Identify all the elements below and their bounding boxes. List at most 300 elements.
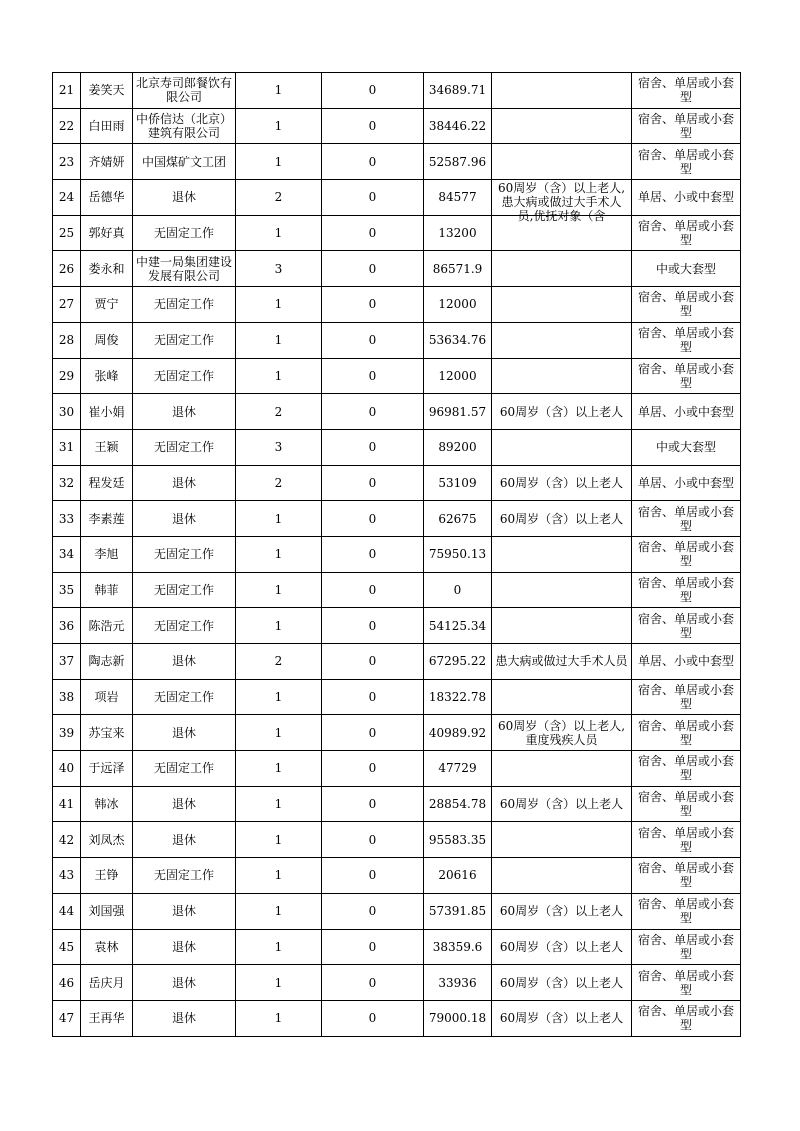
row-number-text: 30 bbox=[58, 404, 75, 419]
housing-type-cell bbox=[632, 73, 741, 109]
table-row bbox=[53, 786, 741, 822]
housing-type-cell bbox=[632, 536, 741, 572]
applicant-name bbox=[81, 644, 133, 680]
zero-cell bbox=[322, 394, 424, 430]
zero-cell-text: 0 bbox=[368, 154, 377, 169]
income-cell bbox=[424, 608, 492, 644]
household-members-text: 1 bbox=[274, 547, 283, 562]
zero-cell-text: 0 bbox=[368, 904, 377, 919]
housing-type-cell-text: 宿舍、单居或小套型 bbox=[637, 1004, 734, 1033]
employer-cell-text: 退休 bbox=[171, 190, 196, 205]
row-number-text: 40 bbox=[58, 761, 75, 776]
household-members bbox=[236, 786, 322, 822]
applicant-name bbox=[81, 858, 133, 894]
household-members-text: 3 bbox=[274, 440, 283, 455]
table-row bbox=[53, 1000, 741, 1036]
employer-cell-text: 退休 bbox=[171, 654, 196, 669]
household-members bbox=[236, 108, 322, 144]
row-number-text: 38 bbox=[58, 690, 75, 705]
income-cell-text: 67295.22 bbox=[428, 654, 487, 669]
housing-type-cell-text: 宿舍、单居或小套型 bbox=[637, 575, 734, 604]
applicant-name bbox=[81, 180, 133, 216]
row-number-text: 25 bbox=[58, 226, 75, 241]
household-members-text: 1 bbox=[274, 154, 283, 169]
applicant-name-text: 白田雨 bbox=[88, 119, 125, 134]
row-number-text: 36 bbox=[58, 618, 75, 633]
income-cell bbox=[424, 287, 492, 323]
household-members-text: 1 bbox=[274, 511, 283, 526]
row-number bbox=[53, 429, 81, 465]
special-category-cell bbox=[492, 108, 632, 144]
employer-cell-text: 中侨信达（北京）建筑有限公司 bbox=[135, 112, 232, 141]
table-row bbox=[53, 644, 741, 680]
income-cell-text: 34689.71 bbox=[428, 83, 487, 98]
employer-cell-text: 无固定工作 bbox=[153, 333, 214, 348]
zero-cell-text: 0 bbox=[368, 975, 377, 990]
income-cell-text: 52587.96 bbox=[428, 154, 487, 169]
applicant-name-text: 于远泽 bbox=[88, 761, 125, 776]
special-category-cell bbox=[492, 501, 632, 537]
applicant-name bbox=[81, 287, 133, 323]
special-category-cell bbox=[492, 394, 632, 430]
row-number bbox=[53, 108, 81, 144]
zero-cell-text: 0 bbox=[368, 368, 377, 383]
zero-cell-text: 0 bbox=[368, 404, 377, 419]
row-number bbox=[53, 394, 81, 430]
table-row bbox=[53, 679, 741, 715]
income-cell bbox=[424, 215, 492, 251]
special-category-cell bbox=[492, 1000, 632, 1036]
employer-cell bbox=[133, 1000, 236, 1036]
applicant-name bbox=[81, 429, 133, 465]
table-row bbox=[53, 429, 741, 465]
housing-type-cell bbox=[632, 429, 741, 465]
employer-cell bbox=[133, 965, 236, 1001]
income-cell-text: 84577 bbox=[438, 190, 477, 205]
household-members-text: 1 bbox=[274, 119, 283, 134]
table-row bbox=[53, 501, 741, 537]
applicant-name-text: 袁林 bbox=[94, 939, 119, 954]
household-members bbox=[236, 287, 322, 323]
applicant-name-text: 王再华 bbox=[88, 1011, 125, 1026]
household-members bbox=[236, 822, 322, 858]
employer-cell-text: 无固定工作 bbox=[153, 226, 214, 241]
income-cell bbox=[424, 751, 492, 787]
household-members-text: 1 bbox=[274, 939, 283, 954]
employer-cell-text: 退休 bbox=[171, 975, 196, 990]
employer-cell bbox=[133, 215, 236, 251]
income-cell bbox=[424, 572, 492, 608]
zero-cell-text: 0 bbox=[368, 618, 377, 633]
special-category-cell-text: 患大病或做过大手术人员 bbox=[495, 654, 628, 669]
row-number-text: 34 bbox=[58, 547, 75, 562]
employer-cell bbox=[133, 929, 236, 965]
row-number bbox=[53, 858, 81, 894]
zero-cell-text: 0 bbox=[368, 119, 377, 134]
employer-cell-text: 中建一局集团建设发展有限公司 bbox=[135, 254, 232, 283]
row-number-text: 41 bbox=[58, 797, 75, 812]
applicant-name-text: 岳庆月 bbox=[88, 975, 125, 990]
household-members-text: 1 bbox=[274, 83, 283, 98]
household-members-text: 1 bbox=[274, 690, 283, 705]
income-cell bbox=[424, 394, 492, 430]
housing-type-cell bbox=[632, 715, 741, 751]
applicant-name-text: 张峰 bbox=[94, 368, 119, 383]
employer-cell-text: 无固定工作 bbox=[153, 618, 214, 633]
housing-type-cell-text: 单居、小或中套型 bbox=[637, 404, 734, 419]
housing-type-cell-text: 宿舍、单居或小套型 bbox=[637, 112, 734, 141]
zero-cell bbox=[322, 644, 424, 680]
employer-cell-text: 退休 bbox=[171, 1011, 196, 1026]
applicant-name bbox=[81, 679, 133, 715]
row-number bbox=[53, 536, 81, 572]
employer-cell-text: 北京寿司郎餐饮有限公司 bbox=[135, 76, 232, 105]
household-members-text: 1 bbox=[274, 725, 283, 740]
income-cell-text: 53109 bbox=[438, 475, 477, 490]
applicant-name bbox=[81, 715, 133, 751]
zero-cell bbox=[322, 786, 424, 822]
household-members-text: 2 bbox=[274, 404, 283, 419]
housing-type-cell-text: 宿舍、单居或小套型 bbox=[637, 611, 734, 640]
zero-cell bbox=[322, 965, 424, 1001]
housing-type-cell bbox=[632, 786, 741, 822]
income-cell bbox=[424, 501, 492, 537]
income-cell-text: 12000 bbox=[438, 368, 477, 383]
zero-cell-text: 0 bbox=[368, 475, 377, 490]
row-number-text: 44 bbox=[58, 904, 75, 919]
housing-type-cell bbox=[632, 287, 741, 323]
employer-cell-text: 无固定工作 bbox=[153, 297, 214, 312]
applicant-name-text: 贾宁 bbox=[94, 297, 119, 312]
housing-type-cell bbox=[632, 679, 741, 715]
zero-cell bbox=[322, 929, 424, 965]
zero-cell-text: 0 bbox=[368, 725, 377, 740]
row-number-text: 42 bbox=[58, 832, 75, 847]
household-members bbox=[236, 73, 322, 109]
housing-type-cell bbox=[632, 358, 741, 394]
applicant-name bbox=[81, 751, 133, 787]
applicant-table bbox=[52, 72, 741, 1037]
row-number bbox=[53, 822, 81, 858]
housing-type-cell bbox=[632, 322, 741, 358]
row-number bbox=[53, 786, 81, 822]
income-cell-text: 75950.13 bbox=[428, 547, 487, 562]
row-number-text: 28 bbox=[58, 333, 75, 348]
household-members bbox=[236, 751, 322, 787]
income-cell-text: 18322.78 bbox=[428, 690, 487, 705]
applicant-name-text: 陈浩元 bbox=[88, 618, 125, 633]
income-cell bbox=[424, 108, 492, 144]
employer-cell bbox=[133, 679, 236, 715]
applicant-name-text: 苏宝来 bbox=[88, 725, 125, 740]
special-category-cell bbox=[492, 751, 632, 787]
row-number bbox=[53, 180, 81, 216]
household-members bbox=[236, 715, 322, 751]
row-number bbox=[53, 644, 81, 680]
household-members bbox=[236, 144, 322, 180]
special-category-cell bbox=[492, 572, 632, 608]
row-number bbox=[53, 358, 81, 394]
household-members-text: 1 bbox=[274, 368, 283, 383]
income-cell bbox=[424, 965, 492, 1001]
zero-cell-text: 0 bbox=[368, 261, 377, 276]
household-members bbox=[236, 965, 322, 1001]
applicant-name-text: 周俊 bbox=[94, 333, 119, 348]
table-row bbox=[53, 465, 741, 501]
applicant-name bbox=[81, 965, 133, 1001]
row-number bbox=[53, 715, 81, 751]
income-cell bbox=[424, 429, 492, 465]
row-number-text: 29 bbox=[58, 368, 75, 383]
special-category-cell bbox=[492, 144, 632, 180]
household-members bbox=[236, 465, 322, 501]
table-row bbox=[53, 715, 741, 751]
row-number bbox=[53, 929, 81, 965]
housing-type-cell-text: 宿舍、单居或小套型 bbox=[637, 326, 734, 355]
applicant-name bbox=[81, 144, 133, 180]
housing-type-cell bbox=[632, 858, 741, 894]
income-cell bbox=[424, 858, 492, 894]
applicant-name-text: 郭好真 bbox=[88, 226, 125, 241]
household-members-text: 2 bbox=[274, 190, 283, 205]
applicant-name-text: 姜笑天 bbox=[88, 83, 125, 98]
special-category-cell bbox=[492, 679, 632, 715]
applicant-name-text: 刘国强 bbox=[88, 904, 125, 919]
housing-type-cell bbox=[632, 394, 741, 430]
row-number-text: 45 bbox=[58, 939, 75, 954]
special-category-cell bbox=[492, 786, 632, 822]
income-cell bbox=[424, 822, 492, 858]
housing-type-cell bbox=[632, 929, 741, 965]
table-row bbox=[53, 215, 741, 251]
income-cell bbox=[424, 251, 492, 287]
zero-cell bbox=[322, 858, 424, 894]
row-number-text: 21 bbox=[58, 83, 75, 98]
applicant-name-text: 刘凤杰 bbox=[88, 832, 125, 847]
household-members-text: 1 bbox=[274, 832, 283, 847]
income-cell-text: 20616 bbox=[438, 868, 477, 883]
applicant-name bbox=[81, 786, 133, 822]
income-cell bbox=[424, 73, 492, 109]
special-category-cell bbox=[492, 965, 632, 1001]
row-number bbox=[53, 465, 81, 501]
income-cell-text: 62675 bbox=[438, 511, 477, 526]
household-members bbox=[236, 429, 322, 465]
zero-cell bbox=[322, 822, 424, 858]
housing-type-cell bbox=[632, 144, 741, 180]
income-cell-text: 40989.92 bbox=[428, 725, 487, 740]
housing-type-cell-text: 中或大套型 bbox=[655, 440, 716, 455]
special-category-cell-text: 60周岁（含）以上老人 bbox=[499, 904, 624, 919]
housing-type-cell-text: 宿舍、单居或小套型 bbox=[637, 540, 734, 569]
income-cell-text: 86571.9 bbox=[432, 261, 483, 276]
applicant-name bbox=[81, 501, 133, 537]
income-cell-text: 53634.76 bbox=[428, 333, 487, 348]
employer-cell bbox=[133, 858, 236, 894]
table-row bbox=[53, 893, 741, 929]
employer-cell-text: 无固定工作 bbox=[153, 690, 214, 705]
zero-cell bbox=[322, 429, 424, 465]
table-row bbox=[53, 929, 741, 965]
employer-cell bbox=[133, 822, 236, 858]
table-row bbox=[53, 394, 741, 430]
employer-cell-text: 无固定工作 bbox=[153, 582, 214, 597]
applicant-name bbox=[81, 1000, 133, 1036]
income-cell bbox=[424, 644, 492, 680]
zero-cell-text: 0 bbox=[368, 511, 377, 526]
special-category-cell bbox=[492, 644, 632, 680]
employer-cell-text: 无固定工作 bbox=[153, 440, 214, 455]
housing-type-cell-text: 宿舍、单居或小套型 bbox=[637, 290, 734, 319]
row-number bbox=[53, 608, 81, 644]
applicant-name-text: 李旭 bbox=[94, 547, 119, 562]
row-number bbox=[53, 501, 81, 537]
employer-cell bbox=[133, 572, 236, 608]
row-number bbox=[53, 751, 81, 787]
employer-cell-text: 退休 bbox=[171, 404, 196, 419]
employer-cell-text: 退休 bbox=[171, 904, 196, 919]
income-cell-text: 28854.78 bbox=[428, 797, 487, 812]
row-number bbox=[53, 287, 81, 323]
employer-cell bbox=[133, 715, 236, 751]
housing-type-cell bbox=[632, 893, 741, 929]
special-category-cell-text: 60周岁（含）以上老人,重度残疾人员 bbox=[497, 718, 626, 747]
income-cell-text: 57391.85 bbox=[428, 904, 487, 919]
row-number-text: 27 bbox=[58, 297, 75, 312]
applicant-name bbox=[81, 929, 133, 965]
employer-cell bbox=[133, 893, 236, 929]
household-members bbox=[236, 1000, 322, 1036]
table-row bbox=[53, 144, 741, 180]
special-category-cell-text: 60周岁（含）以上老人 bbox=[499, 797, 624, 812]
household-members-text: 1 bbox=[274, 618, 283, 633]
household-members bbox=[236, 893, 322, 929]
housing-type-cell bbox=[632, 572, 741, 608]
table-row bbox=[53, 858, 741, 894]
employer-cell bbox=[133, 429, 236, 465]
row-number bbox=[53, 893, 81, 929]
zero-cell bbox=[322, 358, 424, 394]
employer-cell-text: 无固定工作 bbox=[153, 547, 214, 562]
row-number-text: 31 bbox=[58, 440, 75, 455]
household-members-text: 1 bbox=[274, 868, 283, 883]
household-members-text: 2 bbox=[274, 475, 283, 490]
employer-cell-text: 退休 bbox=[171, 939, 196, 954]
table-row bbox=[53, 108, 741, 144]
applicant-name-text: 韩冰 bbox=[94, 797, 119, 812]
special-category-cell bbox=[492, 608, 632, 644]
housing-type-cell-text: 单居、小或中套型 bbox=[637, 654, 734, 669]
housing-type-cell-text: 宿舍、单居或小套型 bbox=[637, 219, 734, 248]
housing-type-cell bbox=[632, 465, 741, 501]
housing-type-cell-text: 宿舍、单居或小套型 bbox=[637, 504, 734, 533]
housing-type-cell-text: 宿舍、单居或小套型 bbox=[637, 825, 734, 854]
zero-cell bbox=[322, 679, 424, 715]
row-number-text: 23 bbox=[58, 154, 75, 169]
applicant-name-text: 陶志新 bbox=[88, 654, 125, 669]
zero-cell-text: 0 bbox=[368, 868, 377, 883]
special-category-cell bbox=[492, 465, 632, 501]
zero-cell-text: 0 bbox=[368, 939, 377, 954]
household-members-text: 1 bbox=[274, 904, 283, 919]
income-cell-text: 96981.57 bbox=[428, 404, 487, 419]
zero-cell bbox=[322, 501, 424, 537]
applicant-name-text: 项岩 bbox=[94, 690, 119, 705]
household-members-text: 1 bbox=[274, 333, 283, 348]
housing-type-cell bbox=[632, 215, 741, 251]
employer-cell bbox=[133, 608, 236, 644]
special-category-cell-text: 60周岁（含）以上老人,患大病或做过大手术人员,优抚对象（含 bbox=[497, 181, 626, 224]
zero-cell bbox=[322, 287, 424, 323]
table-row bbox=[53, 322, 741, 358]
table-row bbox=[53, 358, 741, 394]
employer-cell bbox=[133, 358, 236, 394]
applicant-name bbox=[81, 322, 133, 358]
special-category-cell-text: 60周岁（含）以上老人 bbox=[499, 511, 624, 526]
applicant-name-text: 李素莲 bbox=[88, 511, 125, 526]
table-row bbox=[53, 73, 741, 109]
zero-cell-text: 0 bbox=[368, 582, 377, 597]
employer-cell bbox=[133, 251, 236, 287]
housing-type-cell-text: 宿舍、单居或小套型 bbox=[637, 968, 734, 997]
zero-cell-text: 0 bbox=[368, 440, 377, 455]
row-number bbox=[53, 679, 81, 715]
household-members-text: 1 bbox=[274, 1011, 283, 1026]
housing-type-cell-text: 中或大套型 bbox=[655, 261, 716, 276]
employer-cell-text: 无固定工作 bbox=[153, 368, 214, 383]
zero-cell bbox=[322, 715, 424, 751]
applicant-name bbox=[81, 73, 133, 109]
housing-type-cell bbox=[632, 501, 741, 537]
table-row bbox=[53, 822, 741, 858]
applicant-name-text: 岳德华 bbox=[88, 190, 125, 205]
housing-type-cell-text: 宿舍、单居或小套型 bbox=[637, 861, 734, 890]
housing-type-cell-text: 宿舍、单居或小套型 bbox=[637, 790, 734, 819]
household-members bbox=[236, 536, 322, 572]
applicant-name bbox=[81, 893, 133, 929]
zero-cell bbox=[322, 1000, 424, 1036]
row-number-text: 32 bbox=[58, 475, 75, 490]
housing-type-cell bbox=[632, 644, 741, 680]
special-category-cell bbox=[492, 73, 632, 109]
household-members bbox=[236, 679, 322, 715]
applicant-name-text: 王铮 bbox=[94, 868, 119, 883]
income-cell-text: 38446.22 bbox=[428, 119, 487, 134]
table-row bbox=[53, 180, 741, 216]
household-members bbox=[236, 644, 322, 680]
row-number bbox=[53, 322, 81, 358]
special-category-cell-text: 60周岁（含）以上老人 bbox=[499, 475, 624, 490]
applicant-name bbox=[81, 608, 133, 644]
applicant-name-text: 王颖 bbox=[94, 440, 119, 455]
zero-cell bbox=[322, 536, 424, 572]
employer-cell-text: 退休 bbox=[171, 832, 196, 847]
income-cell-text: 89200 bbox=[438, 440, 477, 455]
table-row bbox=[53, 751, 741, 787]
income-cell-text: 12000 bbox=[438, 297, 477, 312]
housing-type-cell-text: 宿舍、单居或小套型 bbox=[637, 932, 734, 961]
employer-cell-text: 无固定工作 bbox=[153, 761, 214, 776]
employer-cell bbox=[133, 73, 236, 109]
housing-type-cell-text: 单居、小或中套型 bbox=[637, 190, 734, 205]
housing-type-cell bbox=[632, 180, 741, 216]
zero-cell-text: 0 bbox=[368, 832, 377, 847]
household-members-text: 1 bbox=[274, 582, 283, 597]
household-members bbox=[236, 358, 322, 394]
income-cell bbox=[424, 893, 492, 929]
table-row bbox=[53, 608, 741, 644]
employer-cell-text: 中国煤矿文工团 bbox=[141, 154, 226, 169]
